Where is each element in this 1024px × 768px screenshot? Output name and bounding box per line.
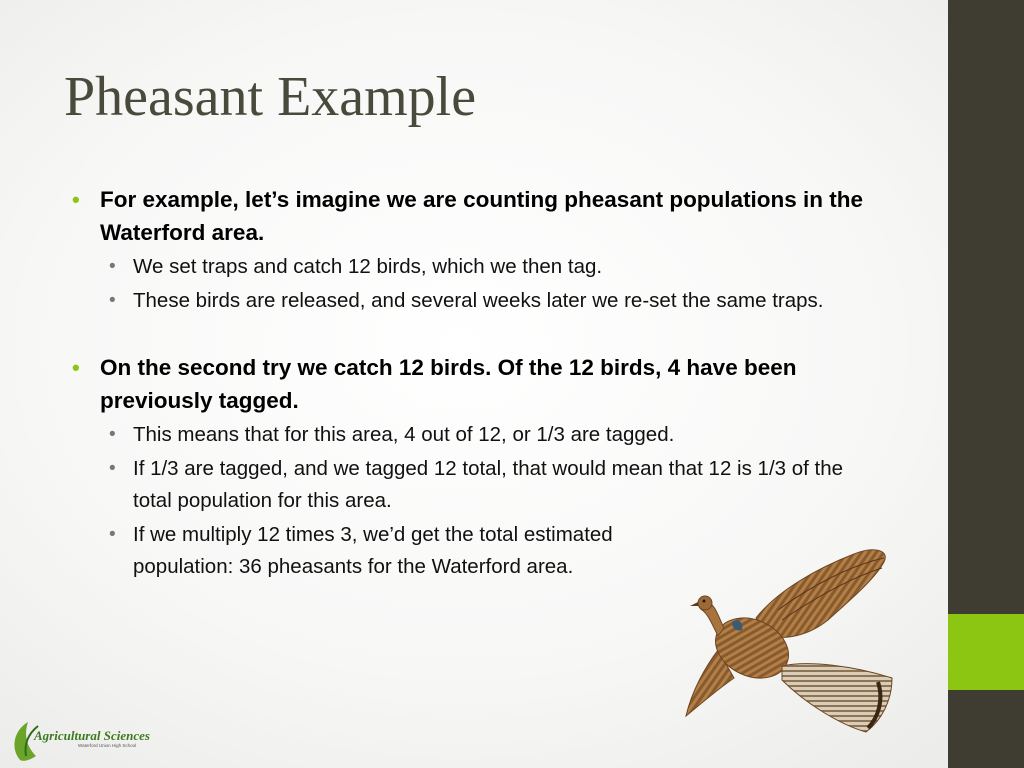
bullet-1-sub-1 bbox=[107, 251, 882, 283]
accent-block bbox=[948, 614, 1024, 690]
sub-bullet-marker: • bbox=[109, 524, 116, 545]
bullet-1-sub-2-text: These birds are released, and several weeks later we re-set the same traps. bbox=[133, 289, 824, 312]
bullet-1-text: For example, let’s imagine we are counting pheasant populations in the Waterford area. bbox=[100, 187, 864, 245]
bullet-marker: • bbox=[72, 355, 80, 380]
sub-bullet-marker: • bbox=[109, 424, 116, 445]
sub-bullet-marker: • bbox=[109, 458, 116, 479]
logo-subtext: Waterford Union High School bbox=[78, 743, 137, 748]
slide-title: Pheasant Example bbox=[64, 66, 477, 128]
bullet-2-sub-3-text: If we multiply 12 times 3, we’d get the total estimated population: 36 pheasants for the Waterford area. bbox=[133, 523, 613, 578]
bullet-list bbox=[72, 183, 882, 583]
bullet-2-sub-2-text: If 1/3 are tagged, and we tagged 12 total, that would mean that 12 is 1/3 of the total population for this area. bbox=[133, 457, 844, 512]
bullet-marker: • bbox=[72, 187, 80, 212]
bullet-1-sub-2 bbox=[107, 285, 882, 317]
bullet-1 bbox=[72, 183, 882, 249]
bullet-2-sub-3 bbox=[107, 519, 653, 583]
sub-bullet-marker: • bbox=[109, 290, 116, 311]
bullet-2 bbox=[72, 351, 882, 417]
agricultural-sciences-logo bbox=[8, 716, 178, 766]
logo-text: Agricultural Sciences bbox=[34, 728, 150, 743]
bullet-2-sub-2 bbox=[107, 453, 882, 517]
bullet-2-text: On the second try we catch 12 birds. Of the 12 birds, 4 have been previously tagged. bbox=[100, 355, 797, 413]
sub-bullet-marker: • bbox=[109, 256, 116, 277]
pheasant-image bbox=[678, 540, 910, 736]
bullet-1-sub-1-text: We set traps and catch 12 birds, which we then tag. bbox=[133, 255, 603, 278]
bullet-2-sub-1-text: This means that for this area, 4 out of 12, or 1/3 are tagged. bbox=[133, 423, 675, 446]
bullet-2-sub-1 bbox=[107, 419, 882, 451]
